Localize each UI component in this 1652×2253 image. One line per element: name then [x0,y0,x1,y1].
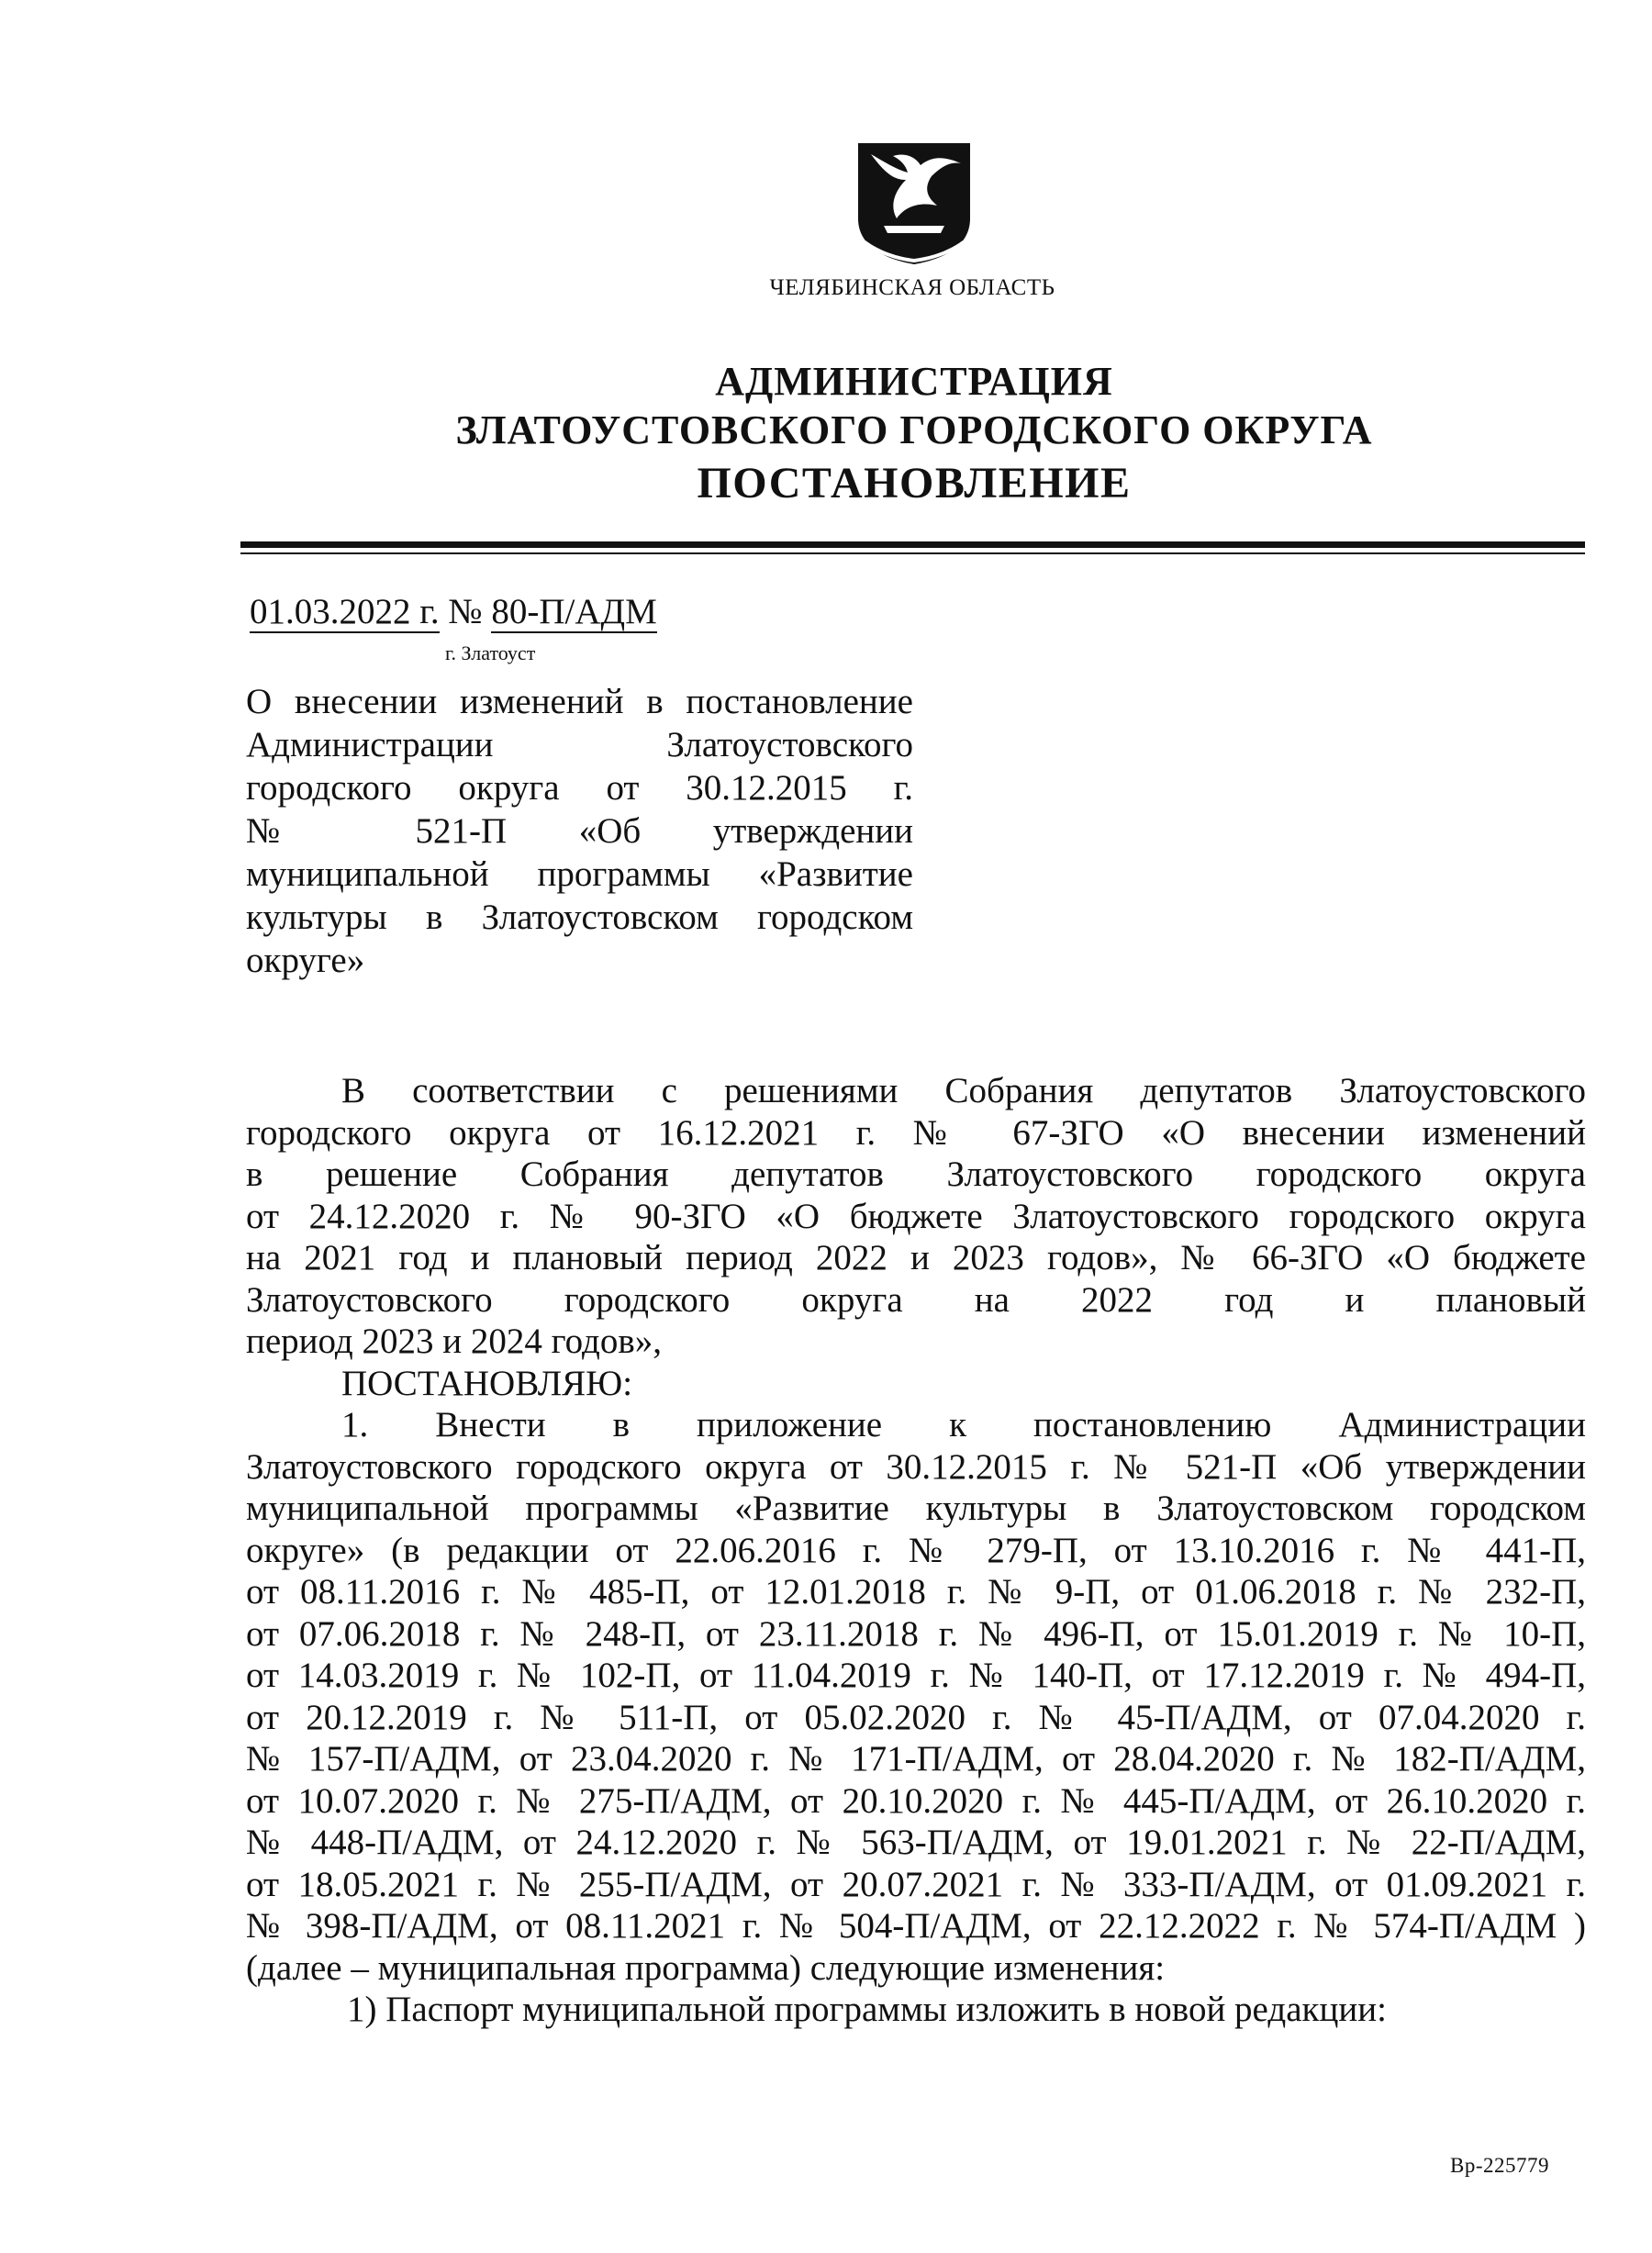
subject-line: культуры в Златоустовском городском [246,898,913,937]
city-name: г. Златоуст [445,641,536,664]
year-suffix: г. [419,592,440,631]
body-line: от 08.11.2016 г. № 485-П, от 12.01.2018 г. № 9-П, от 01.06.2018 г. № 232-П, [246,1572,1586,1612]
body-line: № 398-П/АДМ, от 08.11.2021 г. № 504-П/АДМ, от 22.12.2022 г. № 574-П/АДМ ) [246,1906,1586,1946]
org-title-line2: ЗЛАТОУСТОВСКОГО ГОРОДСКОГО ОКРУГА [455,407,1373,452]
header-rule-thick [240,541,1585,548]
resolution-word: ПОСТАНОВЛЯЮ: [341,1363,633,1403]
body-line: период 2023 и 2024 годов», [246,1322,663,1361]
coat-of-arms-icon [853,138,976,266]
subject-line: муниципальной программы «Развитие [246,854,913,894]
body-line: 1. Внести в приложение к постановлению Администрации [341,1405,1586,1444]
body-line: Златоустовского городского округа от 30.12.2015 г. № 521-П «Об утверждении [246,1446,1586,1487]
body-line: в решение Собрания депутатов Златоустовского городского округа [246,1154,1586,1194]
body-line: городского округа от 16.12.2021 г. № 67-ЗГО «О внесении изменений [246,1112,1586,1153]
date-number-underlined [250,594,440,633]
body-line: от 10.07.2020 г. № 275-П/АДМ, от 20.10.2020 г. № 445-П/АДМ, от 26.10.2020 г. [246,1780,1586,1821]
body-line: округе» (в редакции от 22.06.2016 г. № 279-П, от 13.10.2016 г. № 441-П, [246,1530,1586,1570]
document-code: Вр-225779 [1450,2154,1549,2177]
subject-line: округе» [246,941,365,980]
subject-line: Администрации Златоустовского [246,725,913,764]
document-type: ПОСТАНОВЛЕНИЕ [697,459,1132,507]
subject-line: городского округа от 30.12.2015 г. [246,768,913,808]
body-line: (далее – муниципальная программа) следующие изменения: [246,1947,1166,1988]
subject-line: О внесении изменений в постановление [246,682,913,721]
body-line: В соответствии с решениями Собрания депутатов Златоустовского [341,1071,1586,1110]
date-number-line [250,591,657,633]
body-line: № 448-П/АДМ, от 24.12.2020 г. № 563-П/АДМ, от 19.01.2021 г. № 22-П/АДМ, [246,1823,1586,1862]
body-line: от 20.12.2019 г. № 511-П, от 05.02.2020 г. № 45-П/АДМ, от 07.04.2020 г. [246,1697,1586,1737]
document-number: 80-П/АДМ [491,592,657,631]
header-rule-thin [240,552,1585,554]
org-title-line1: АДМИНИСТРАЦИЯ [715,359,1113,404]
body-line: муниципальной программы «Развитие культуры в Златоустовском городском [246,1489,1586,1528]
body-line: от 24.12.2020 г. № 90-ЗГО «О бюджете Златоустовского городского округа [246,1196,1586,1236]
body-line: от 07.06.2018 г. № 248-П, от 23.11.2018 г. № 496-П, от 15.01.2019 г. № 10-П, [246,1613,1586,1654]
body-line: 1) Паспорт муниципальной программы изложить в новой редакции: [347,1990,1387,2029]
body-line: на 2021 год и плановый период 2022 и 2023 годов», № 66-ЗГО «О бюджете [246,1238,1586,1277]
body-line: Златоустовского городского округа на 2022 год и плановый [246,1279,1586,1320]
body-line: № 157-П/АДМ, от 23.04.2020 г. № 171-П/АДМ, от 28.04.2020 г. № 182-П/АДМ, [246,1739,1586,1779]
body-line: от 18.05.2021 г. № 255-П/АДМ, от 20.07.2021 г. № 333-П/АДМ, от 01.09.2021 г. [246,1864,1586,1904]
document-date: 01.03.2022 [250,592,411,631]
subject-block [246,680,913,982]
region-name: ЧЕЛЯБИНСКАЯ ОБЛАСТЬ [769,275,1055,300]
subject-line: № 521-П «Об утверждении [246,811,913,851]
number-sign: № [448,592,483,631]
body-text [246,1070,1586,2031]
body-line: от 14.03.2019 г. № 102-П, от 11.04.2019 г. № 140-П, от 17.12.2019 г. № 494-П, [246,1656,1586,1695]
